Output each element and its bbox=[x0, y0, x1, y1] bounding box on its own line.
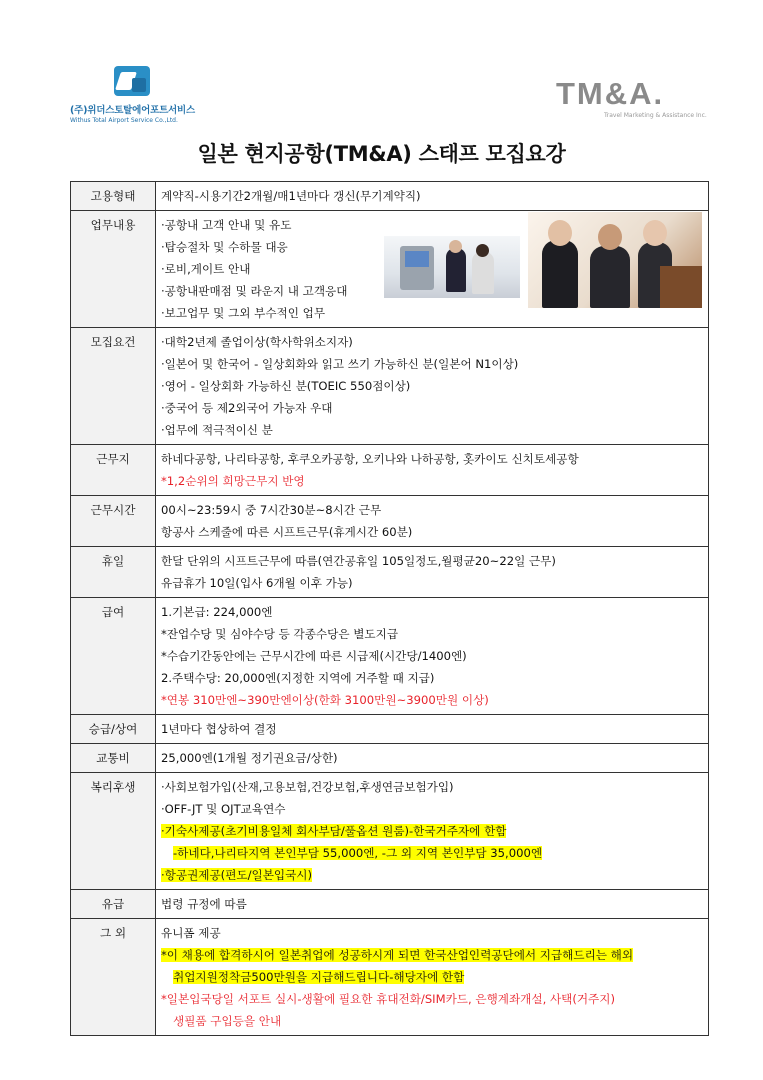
text-line: 유니폼 제공 bbox=[161, 926, 221, 940]
table-row bbox=[71, 715, 709, 744]
highlighted-text: ·항공권제공(편도/일본입국시) bbox=[161, 868, 313, 882]
table-row bbox=[71, 496, 709, 547]
highlighted-text: ·기숙사제공(초기비용일체 회사부담/풀옵션 원룸)-한국거주자에 한함 bbox=[161, 824, 507, 838]
text-line: ·업무에 적극적이신 분 bbox=[161, 423, 273, 437]
row-value-workplace bbox=[156, 445, 709, 496]
row-label-requirements: 모집요건 bbox=[71, 328, 156, 445]
row-label-other: 그 외 bbox=[71, 919, 156, 1036]
text-line: 법령 규정에 따름 bbox=[161, 897, 247, 911]
recruitment-table bbox=[70, 181, 709, 1036]
text-line: 하네다공항, 나리타공항, 후쿠오카공항, 오키나와 나하공항, 홋카이도 신치토세공항 bbox=[161, 452, 579, 466]
tma-logo-subtitle: Travel Marketing & Assistance Inc. bbox=[604, 112, 707, 119]
text-line: ·일본어 및 한국어 - 일상회화와 읽고 쓰기 가능하신 분(일본어 N1이상) bbox=[161, 357, 519, 371]
table-row bbox=[71, 445, 709, 496]
note-text: 생필품 구입등을 안내 bbox=[173, 1014, 282, 1028]
row-label-workplace: 근무지 bbox=[71, 445, 156, 496]
text-line: 한달 단위의 시프트근무에 따름(연간공휴일 105일정도,월평균20~22일 근무) bbox=[161, 554, 556, 568]
row-label-hours: 근무시간 bbox=[71, 496, 156, 547]
row-value-salary bbox=[156, 598, 709, 715]
table-row bbox=[71, 773, 709, 890]
text-line: ·공항내 고객 안내 및 유도 bbox=[161, 218, 292, 232]
tma-logo-mark: TM&A. bbox=[556, 76, 665, 111]
text-line: ·OFF-JT 및 OJT교육연수 bbox=[161, 802, 286, 816]
note-text: *연봉 310만엔~390만엔이상(한화 3100만원~3900만원 이상) bbox=[161, 693, 489, 707]
highlighted-text: *이 채용에 합격하시어 일본취업에 성공하시게 되면 한국산업인력공단에서 지급해드리는 해외 bbox=[161, 948, 634, 962]
table-row bbox=[71, 547, 709, 598]
row-label-welfare: 복리후생 bbox=[71, 773, 156, 890]
airport-kiosk-photo bbox=[384, 236, 520, 298]
row-label-employment: 고용형태 bbox=[71, 182, 156, 211]
table-row bbox=[71, 890, 709, 919]
highlighted-text: -하네다,나리타지역 본인부담 55,000엔, -그 외 지역 본인부담 35,000엔 bbox=[173, 846, 543, 860]
row-value-promotion bbox=[156, 715, 709, 744]
row-label-salary: 급여 bbox=[71, 598, 156, 715]
row-value-employment bbox=[156, 182, 709, 211]
page-title: 일본 현지공항(TM&A) 스태프 모집요강 bbox=[197, 142, 566, 166]
table-row bbox=[71, 182, 709, 211]
text-line: ·중국어 등 제2외국어 가능자 우대 bbox=[161, 401, 333, 415]
logo-company-name-kr: (주)위더스토탈에어포트서비스 bbox=[70, 105, 195, 116]
airport-staff-photo bbox=[528, 212, 702, 308]
row-label-bonus: 유급 bbox=[71, 890, 156, 919]
note-text: *1,2순위의 희망근무지 반영 bbox=[161, 474, 305, 488]
row-value-holidays bbox=[156, 547, 709, 598]
text-line: 유급휴가 10일(입사 6개월 이후 가능) bbox=[161, 576, 353, 590]
logo-company-name-en: Withus Total Airport Service Co.,Ltd. bbox=[70, 117, 178, 124]
text-line: ·탑승절차 및 수하물 대응 bbox=[161, 240, 288, 254]
highlighted-text: 취업지원정착금500만원을 지급해드립니다-해당자에 한함 bbox=[173, 970, 465, 984]
text-line: *잔업수당 및 심야수당 등 각종수당은 별도지급 bbox=[161, 627, 399, 641]
text-line: ·공항내판매점 및 라운지 내 고객응대 bbox=[161, 284, 348, 298]
note-text: *일본입국당일 서포트 실시-생활에 필요한 휴대전화/SIM카드, 은행계좌개설, 사택(거주지) bbox=[161, 992, 615, 1006]
row-value-welfare bbox=[156, 773, 709, 890]
table-row bbox=[71, 598, 709, 715]
withus-logo-icon bbox=[114, 66, 150, 96]
text-line: ·로비,게이트 안내 bbox=[161, 262, 251, 276]
table-row bbox=[71, 744, 709, 773]
row-value-transport bbox=[156, 744, 709, 773]
company-logo-tma bbox=[556, 78, 706, 119]
text-line: ·보고업무 및 그외 부수적인 업무 bbox=[161, 306, 326, 320]
text-line: *수습기간동안에는 근무시간에 따른 시급제(시간당/1400엔) bbox=[161, 649, 467, 663]
row-label-promotion: 승급/상여 bbox=[71, 715, 156, 744]
text-line: 1년마다 협상하여 결정 bbox=[161, 722, 277, 736]
table-row bbox=[71, 919, 709, 1036]
text-line: 1.기본급: 224,000엔 bbox=[161, 605, 273, 619]
text-line: 계약직-시용기간2개월/매1년마다 갱신(무기계약직) bbox=[161, 189, 421, 203]
row-value-other bbox=[156, 919, 709, 1036]
text-line: 25,000엔(1개월 정기권요금/상한) bbox=[161, 751, 338, 765]
table-row bbox=[71, 328, 709, 445]
text-line: ·영어 - 일상회화 가능하신 분(TOEIC 550점이상) bbox=[161, 379, 411, 393]
row-label-holidays: 휴일 bbox=[71, 547, 156, 598]
text-line: 00시~23:59시 중 7시간30분~8시간 근무 bbox=[161, 503, 382, 517]
row-value-bonus bbox=[156, 890, 709, 919]
text-line: ·대학2년제 졸업이상(학사학위소지자) bbox=[161, 335, 353, 349]
row-label-duties: 업무내용 bbox=[71, 211, 156, 328]
row-value-requirements bbox=[156, 328, 709, 445]
company-logo-withus bbox=[70, 66, 210, 124]
text-line: ·사회보험가입(산재,고용보험,건강보험,후생연금보험가입) bbox=[161, 780, 454, 794]
row-label-transport: 교통비 bbox=[71, 744, 156, 773]
row-value-hours bbox=[156, 496, 709, 547]
text-line: 항공사 스케줄에 따른 시프트근무(휴게시간 60분) bbox=[161, 525, 413, 539]
text-line: 2.주택수당: 20,000엔(지정한 지역에 거주할 때 지급) bbox=[161, 671, 435, 685]
duties-photos bbox=[384, 212, 702, 308]
